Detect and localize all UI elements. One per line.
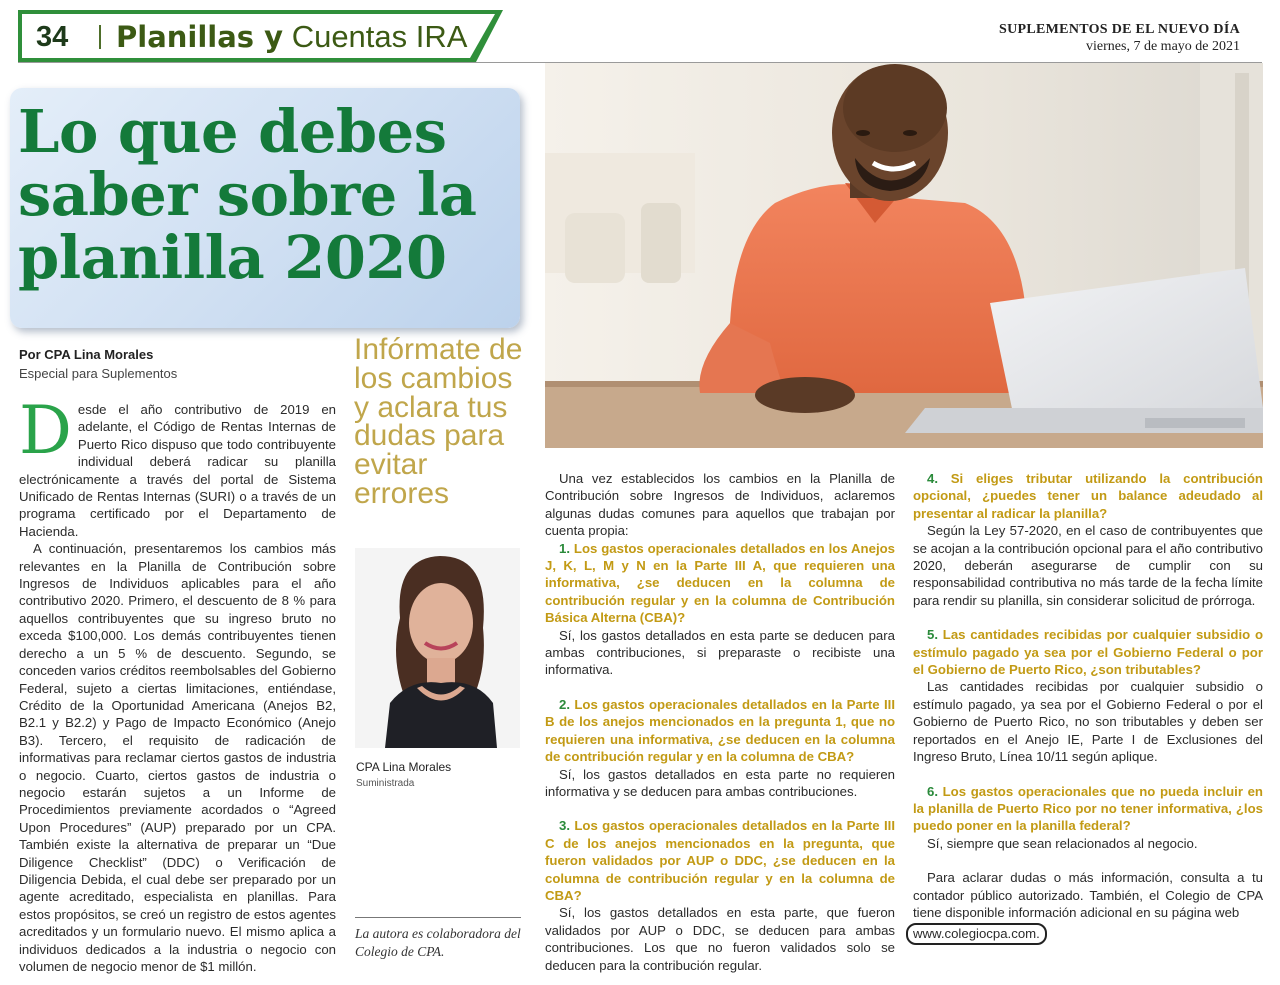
section-header-band — [18, 10, 503, 62]
headline-line-1: Lo que debes — [18, 97, 447, 166]
intro-paragraph: Una vez establecidos los cambios en la Planilla de Contribución sobre Ingresos de Individuos, aclaremos algunas dudas comunes para aquellos que trabajan por cuenta propia: — [545, 471, 895, 539]
section-title — [116, 19, 467, 55]
author-note: La autora es colaboradora del Colegio de CPA. — [355, 926, 521, 959]
byline-author: Por CPA Lina Morales — [19, 347, 154, 362]
question-5 — [913, 626, 1263, 678]
paragraph-1-text: esde el año contributivo de 2019 en adelante, el Código de Rentas Internas de Puerto Rico dispuso que todo contribuyente individual deberá radicar su planilla electrónicamente a través del portal de Sistema Unificado de Rentas Internas (SURI) o a través de un programa certificado por el Departamento de Hacienda. — [19, 402, 336, 539]
headline-line-3: planilla 2020 — [18, 223, 447, 292]
pull-quote: Infórmate de los cambios y aclara tus dudas para evitar errores — [354, 333, 523, 510]
section-title-bold: Planillas y — [116, 20, 284, 54]
question-1 — [545, 540, 895, 627]
question-1-number: 1. — [559, 540, 570, 556]
main-photo — [545, 63, 1263, 448]
question-3 — [545, 817, 895, 904]
website-link[interactable]: www.colegiocpa.com. — [906, 923, 1047, 944]
byline-role: Especial para Suplementos — [19, 366, 178, 381]
question-2 — [545, 696, 895, 766]
paragraph-1 — [19, 392, 336, 540]
answer-3: Sí, los gastos detallados en esta parte, que fueron validados por AUP o DDC, se deducen para ambas contribuciones. Los que no fueron validados solo se deducen para la contribución regular. — [545, 905, 895, 973]
question-2-text: Los gastos operacionales detallados en la Parte III B de los anejos mencionados en la pregunta 1, que no requieren una informativa, ¿se deducen en la columna de contribución regular y en la columna de CBA? — [545, 696, 895, 765]
headline — [18, 97, 518, 292]
website-line — [913, 921, 1263, 944]
answer-4: Según la Ley 57-2020, en el caso de contribuyentes que se acojan a la contribución opcional para el año contributivo 2020, deberán asegurarse de cumplir con su responsabilidad contributiva no más tarde de la fecha límite para rendir su planilla, sin considerar solicitud de prórroga. — [913, 523, 1263, 608]
article-column-2 — [545, 470, 895, 974]
closing-paragraph: Para aclarar dudas o más información, consulta a tu contador público autorizado. También, el Colegio de CPA tiene disponible información adicional en su página web — [913, 870, 1263, 920]
paragraph-2: A continuación, presentaremos los cambios más relevantes en la Planilla de Contribución sobre Ingresos de Individuos aplicables para el año contributivo 2020. Primero, el descuento de 8 % para aquellos contribuyentes que su ingreso bruto no exceda $100,000. Los demás contribuyentes tienen derecho a un 5 % de descuento. Segundo, se conceden varios créditos reembolsables del Gobierno Federal, sujeto a ciertas limitaciones, entiéndase, Crédito de la Oportunidad Americana (Anejos B2, B2.1 y B2.2) y Pago de Impacto Económico (Anejo B3). Tercero, el requisito de radicación de informativas para reclamar ciertos gastos de industria o negocio. Cuarto, ciertos gastos de industria o negocio estarán sujetos a un Informe de Procedimientos previamente acordados o “Agreed Upon Procedures” (AUP) preparado por un CPA. También existe la alternativa de preparar un “Due Diligence Checklist” (DDC) o Verificación de Diligencia Debida, el cual debe ser preparado por un agente acreditado, especialista en planillas. Para estos propósitos, se creó un registro de estos agentes acreditados y un formulario nuevo. El mismo aplica a individuos dedicados a la industria o negocio con volumen de negocio menor de $1 millón. — [19, 541, 336, 974]
publication-date: viernes, 7 de mayo de 2021 — [1086, 39, 1240, 54]
answer-1: Sí, los gastos detallados en esta parte se deducen para ambas contribuciones, si preparaste o recibiste una informativa. — [545, 627, 895, 678]
drop-cap: D — [19, 392, 72, 469]
answer-5: Las cantidades recibidas por cualquier subsidio o estímulo pagado, ya sea por el Gobierno Federal o por el Gobierno de Puerto Rico, no son tributables y deben ser reportados en el Anejo IE, Parte I de Exclusiones del Ingreso Bruto, Línea 10/11 según aplique. — [913, 679, 1263, 765]
question-6-text: Los gastos operacionales que no pueda incluir en la planilla de Puerto Rico por no tener informativa, ¿los puedo poner en la planilla federal? — [913, 783, 1263, 834]
header-divider — [99, 25, 101, 49]
note-rule — [355, 917, 521, 918]
question-1-text: Los gastos operacionales detallados en los Anejos J, K, L, M y N en la Parte III A, que requieren una informativa, ¿se deducen en la columna de contribución regular y en la columna de Contribución Básica Alterna (CBA)? — [545, 540, 895, 626]
answer-6: Sí, siempre que sean relacionados al negocio. — [927, 835, 1198, 851]
question-2-number: 2. — [559, 696, 570, 712]
section-title-light: Cuentas IRA — [291, 19, 468, 54]
headline-line-2: saber sobre la — [18, 160, 477, 229]
question-6 — [913, 783, 1263, 835]
question-6-number: 6. — [927, 783, 938, 799]
question-4-text: Si eliges tributar utilizando la contribución opcional, ¿puedes tener un balance adeudado al presentar al radicar la planilla? — [913, 471, 1263, 521]
page-number: 34 — [36, 21, 69, 53]
portrait-caption: CPA Lina Morales — [356, 760, 452, 774]
author-portrait — [355, 548, 520, 748]
answer-2: Sí, los gastos detallados en esta parte no requieren informativa y se deducen para ambas contribuciones. — [545, 766, 895, 799]
publication-info — [999, 22, 1240, 55]
question-4-number: 4. — [927, 471, 938, 486]
question-3-text: Los gastos operacionales detallados en la Parte III C de los anejos mencionados en la pregunta, que fueron validados por AUP o DDC, ¿se deducen en la columna de contribución regular y en la columna de CBA? — [545, 818, 895, 903]
question-4 — [913, 470, 1263, 522]
question-5-number: 5. — [927, 627, 938, 643]
publication-name: SUPLEMENTOS DE EL NUEVO DÍA — [999, 22, 1240, 37]
article-column-1 — [19, 392, 336, 975]
article-column-3 — [913, 470, 1263, 945]
question-5-text: Las cantidades recibidas por cualquier subsidio o estímulo pagado ya sea por el Gobierno Federal o por el Gobierno de Puerto Rico, ¿son tributables? — [913, 627, 1263, 678]
question-3-number: 3. — [559, 818, 570, 834]
portrait-credit: Suministrada — [356, 778, 415, 789]
